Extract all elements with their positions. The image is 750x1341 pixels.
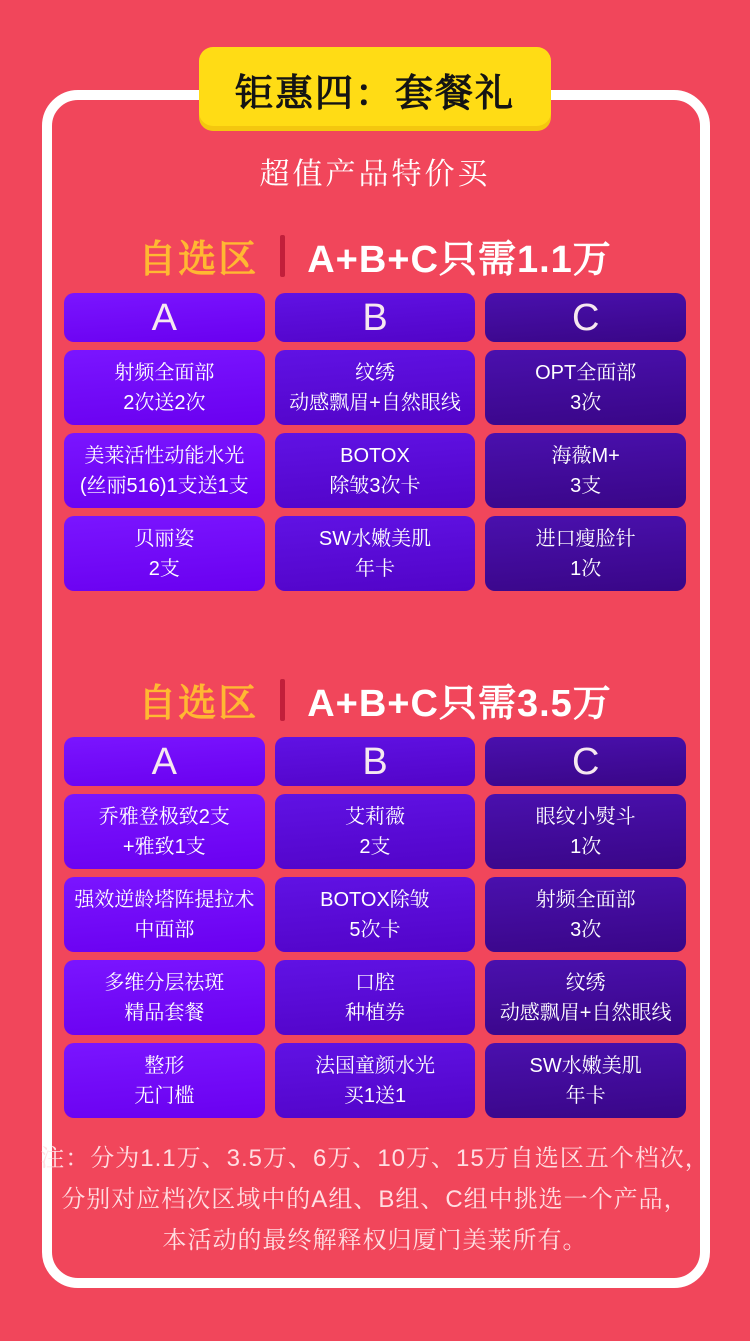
title-banner (199, 47, 551, 131)
product-card (485, 350, 686, 425)
product-name: 眼纹小熨斗 (535, 805, 636, 828)
product-qty: 除皱3次卡 (329, 474, 421, 497)
section2-header (0, 672, 750, 727)
poster-subtitle: 超值产品特价买 (259, 158, 491, 191)
product-card (485, 516, 686, 591)
product-name: 强效逆龄塔阵提拉术 (74, 888, 255, 911)
column-header-a: A (64, 293, 265, 342)
product-qty: 2次送2次 (123, 391, 206, 414)
footer-line: 本活动的最终解释权归厦门美莱所有。 (162, 1227, 588, 1254)
product-qty: 年卡 (354, 557, 395, 580)
section2-zone-label: 自选区 (138, 683, 259, 725)
product-card (275, 1043, 476, 1118)
product-name: BOTOX除皱 (320, 888, 430, 911)
column-header-c: C (485, 293, 686, 342)
header-divider (280, 679, 285, 721)
product-card (64, 516, 265, 591)
footer-line: 注：分为1.1万、3.5万、6万、10万、15万自选区五个档次， (40, 1145, 710, 1172)
product-qty: (丝丽516)1支送1支 (79, 474, 249, 497)
product-card (275, 350, 476, 425)
product-qty: 1次 (570, 557, 602, 580)
product-name: 海薇M+ (551, 444, 620, 467)
product-card (485, 1043, 686, 1118)
product-card (64, 350, 265, 425)
product-card (485, 794, 686, 869)
product-qty: 年卡 (565, 1084, 606, 1107)
product-qty: 种植券 (344, 1001, 405, 1024)
product-qty: 买1送1 (343, 1084, 407, 1107)
product-name: OPT全面部 (535, 361, 637, 384)
product-card (64, 960, 265, 1035)
product-qty: 5次卡 (349, 918, 401, 941)
product-name: 射频全面部 (114, 361, 215, 384)
product-qty: 动感飘眉+自然眼线 (499, 1001, 672, 1024)
product-qty: 动感飘眉+自然眼线 (289, 391, 461, 414)
product-name: SW水嫩美肌 (318, 527, 432, 550)
product-qty: 中面部 (134, 918, 195, 941)
product-name: 整形 (144, 1054, 185, 1077)
banner-title: 钜惠四：套餐礼 (234, 72, 515, 115)
product-qty: 3次 (570, 391, 602, 414)
product-name: BOTOX (340, 444, 410, 467)
product-qty: 2支 (359, 835, 391, 858)
product-name: 射频全面部 (535, 888, 636, 911)
product-card (64, 794, 265, 869)
product-name: 纹绣 (565, 971, 606, 994)
product-card (275, 877, 476, 952)
product-qty: 2支 (148, 557, 180, 580)
product-name: 艾莉薇 (344, 805, 405, 828)
column-header-b: B (275, 737, 476, 786)
product-qty: 3次 (570, 918, 602, 941)
product-name: SW水嫩美肌 (529, 1054, 642, 1077)
product-name: 进口瘦脸针 (535, 527, 636, 550)
product-name: 纹绣 (354, 361, 395, 384)
column-header-b: B (275, 293, 476, 342)
product-card (485, 960, 686, 1035)
product-card (485, 433, 686, 508)
section1-header (0, 228, 750, 283)
product-card (64, 1043, 265, 1118)
product-card (275, 516, 476, 591)
product-name: 多维分层祛斑 (104, 971, 225, 994)
product-name: 法国童颜水光 (314, 1054, 435, 1077)
product-qty: 3支 (570, 474, 602, 497)
product-card (275, 960, 476, 1035)
product-qty: 1次 (570, 835, 602, 858)
product-card (485, 877, 686, 952)
product-qty: 精品套餐 (124, 1001, 205, 1024)
section1-zone-label: 自选区 (138, 239, 259, 281)
section1-grid (64, 293, 686, 591)
product-qty: 无门槛 (134, 1084, 195, 1107)
footer-note (0, 1138, 750, 1261)
section2-grid (64, 737, 686, 1118)
section2-price-text: A+B+C只需3.5万 (307, 683, 612, 725)
product-card (64, 433, 265, 508)
product-name: 贝丽姿 (134, 527, 195, 550)
header-divider (280, 235, 285, 277)
product-card (64, 877, 265, 952)
product-qty: +雅致1支 (122, 835, 206, 858)
footer-line: 分别对应档次区域中的A组、B组、C组中挑选一个产品， (61, 1186, 689, 1213)
product-card (275, 794, 476, 869)
product-name: 乔雅登极致2支 (98, 805, 230, 828)
column-header-a: A (64, 737, 265, 786)
section1-price-text: A+B+C只需1.1万 (307, 239, 612, 281)
product-card (275, 433, 476, 508)
product-name: 口腔 (354, 971, 395, 994)
product-name: 美莱活性动能水光 (84, 444, 245, 467)
column-header-c: C (485, 737, 686, 786)
